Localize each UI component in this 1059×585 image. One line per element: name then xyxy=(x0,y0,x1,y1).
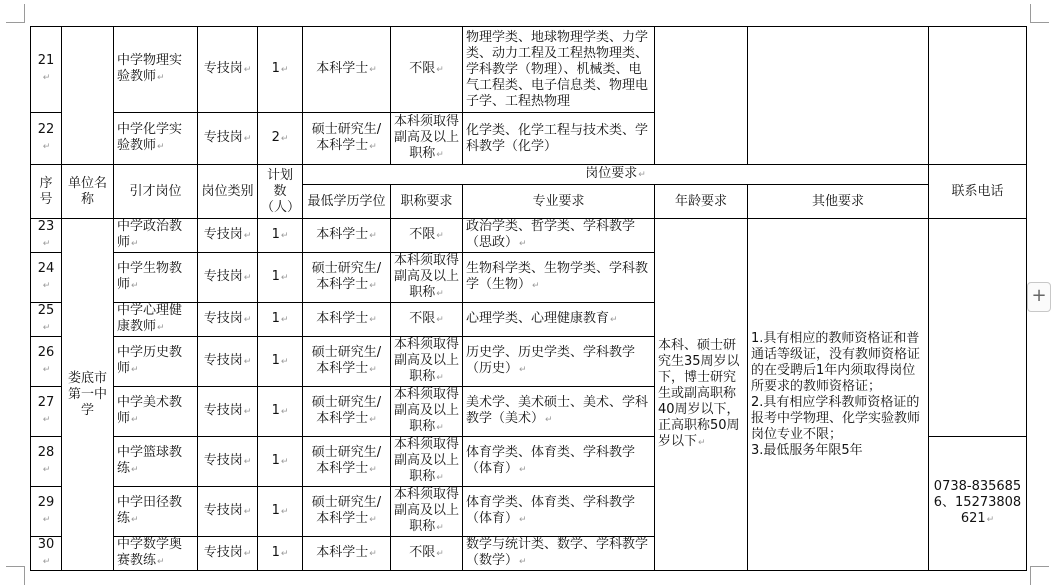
paragraph-mark: ↵ xyxy=(545,415,553,425)
cell-no-text: 29 xyxy=(37,495,55,510)
paragraph-mark: ↵ xyxy=(610,315,618,325)
cell-post xyxy=(114,113,198,165)
cell-major xyxy=(463,487,655,537)
header-phone xyxy=(929,165,1027,219)
paragraph-mark: ↵ xyxy=(436,315,444,325)
cell-category xyxy=(198,113,258,165)
paragraph-mark: ↵ xyxy=(436,523,444,533)
cell-major xyxy=(463,537,655,571)
cell-phone-blank xyxy=(929,219,1027,437)
cell-major xyxy=(463,113,655,165)
cell-post-text: 中学数学奥赛教练 xyxy=(117,537,183,568)
cell-title-text: 不限 xyxy=(409,227,436,242)
paragraph-mark: ↵ xyxy=(157,73,165,83)
paragraph-mark: ↵ xyxy=(42,323,51,333)
paragraph-mark: ↵ xyxy=(131,465,139,475)
cell-edu xyxy=(303,487,391,537)
paragraph-mark: ↵ xyxy=(280,65,289,75)
cell-category xyxy=(198,537,258,571)
paragraph-mark: ↵ xyxy=(369,281,377,291)
cell-phone xyxy=(929,437,1027,571)
cell-title-text: 不限 xyxy=(409,61,436,76)
page-corner-mark-top-left xyxy=(6,4,25,23)
cell-major-text: 历史学、历史学类、学科教学（历史） xyxy=(466,345,636,376)
cell-count-text: 1 xyxy=(271,545,280,560)
paragraph-mark: ↵ xyxy=(131,415,139,425)
cell-unit-text: 娄底市第一中学 xyxy=(67,370,107,418)
paragraph-mark: ↵ xyxy=(436,549,444,559)
cell-post-text: 中学生物教师 xyxy=(117,261,183,292)
cell-phone-text: 0738-8356856、15273808621 xyxy=(933,479,1022,526)
header-requirements-text: 岗位要求 xyxy=(585,166,638,181)
paragraph-mark: ↵ xyxy=(436,473,444,483)
cell-count-text: 1 xyxy=(271,353,280,368)
cell-major-text: 心理学类、心理健康教育 xyxy=(466,311,610,326)
cell-no-text: 30 xyxy=(37,537,55,552)
paragraph-mark: ↵ xyxy=(157,323,165,333)
cell-no xyxy=(31,487,62,537)
cell-count-text: 1 xyxy=(271,503,280,518)
cell-post xyxy=(114,537,198,571)
cell-count-text: 1 xyxy=(271,311,280,326)
cell-phone-prev xyxy=(929,27,1027,165)
paragraph-mark: ↵ xyxy=(243,231,252,241)
cell-category-text: 专技岗 xyxy=(203,61,243,76)
header-edu xyxy=(303,185,391,219)
cell-category xyxy=(198,219,258,253)
cell-no-text: 26 xyxy=(37,345,55,360)
paragraph-mark: ↵ xyxy=(369,415,377,425)
page-corner-mark-bottom-left xyxy=(6,566,25,585)
cell-count-text: 1 xyxy=(271,227,280,242)
cell-major-text: 体育学类、体育类、学科教学（体育） xyxy=(466,495,636,526)
header-count xyxy=(258,165,303,219)
cell-category-text: 专技岗 xyxy=(203,503,243,518)
cell-edu-text: 硕士研究生/本科学士 xyxy=(311,122,382,153)
cell-major-text: 物理学类、地球物理学类、力学类、动力工程及工程热物理类、学科教学（物理）、机械类、电气工程类、电子信息类、物理电子学、工程热物理 xyxy=(466,29,649,109)
cell-edu-text: 硕士研究生/本科学士 xyxy=(311,395,382,426)
paragraph-mark: ↵ xyxy=(280,357,289,367)
cell-post xyxy=(114,253,198,303)
cell-edu xyxy=(303,337,391,387)
cell-no-text: 21 xyxy=(37,53,55,68)
paragraph-mark: ↵ xyxy=(243,65,252,75)
header-no xyxy=(31,165,62,219)
cell-post-text: 中学化学实验教师 xyxy=(117,122,183,153)
paragraph-mark: ↵ xyxy=(42,239,51,249)
cell-other-requirement xyxy=(748,219,929,571)
cell-unit-prev xyxy=(62,27,114,165)
cell-post xyxy=(114,337,198,387)
cell-no xyxy=(31,253,62,303)
header-age-text: 年龄要求 xyxy=(674,193,727,209)
cell-count xyxy=(258,113,303,165)
cell-edu xyxy=(303,219,391,253)
paragraph-mark: ↵ xyxy=(243,134,252,144)
paragraph-mark: ↵ xyxy=(369,231,377,241)
paragraph-mark: ↵ xyxy=(280,315,289,325)
paragraph-mark: ↵ xyxy=(243,507,252,517)
cell-edu xyxy=(303,537,391,571)
cell-title-text: 本科须取得副高及以上职称 xyxy=(393,253,459,300)
paragraph-mark: ↵ xyxy=(369,365,377,375)
paragraph-mark: ↵ xyxy=(369,465,377,475)
cell-count xyxy=(258,537,303,571)
cell-no-text: 22 xyxy=(37,122,55,137)
header-major-text: 专业要求 xyxy=(532,193,585,209)
cell-title xyxy=(391,113,463,165)
cell-major xyxy=(463,437,655,487)
paragraph-mark: ↵ xyxy=(243,315,252,325)
cell-no xyxy=(31,337,62,387)
cell-other-requirement-text: 1.具有相应的教师资格证和普通话等级证，没有教师资格证的在受聘后1年内须取得岗位所要求的教师资格证； 2.具有相应学科教师资格证的报考中学物理、化学实验教师岗位专业不限； 3.最低服务年限5年 xyxy=(751,330,921,458)
cell-title xyxy=(391,253,463,303)
cell-no-text: 28 xyxy=(37,445,55,460)
cell-major-text: 化学类、化学工程与技术类、学科教学（化学） xyxy=(466,122,649,154)
cell-major-text: 美术学、美术硕士、美术、学科教学（美术） xyxy=(466,395,649,426)
table-row xyxy=(31,165,1027,185)
cell-title xyxy=(391,219,463,253)
paragraph-mark: ↵ xyxy=(436,150,444,160)
table-row xyxy=(31,219,1027,253)
cell-no xyxy=(31,113,62,165)
paragraph-mark: ↵ xyxy=(157,557,165,567)
cell-count xyxy=(258,337,303,387)
cell-title-text: 不限 xyxy=(409,311,436,326)
cell-edu-text: 本科学士 xyxy=(316,311,369,326)
cell-major xyxy=(463,253,655,303)
cell-no xyxy=(31,387,62,437)
table-row xyxy=(31,27,1027,113)
cell-title-text: 本科须取得副高及以上职称 xyxy=(393,114,459,161)
cell-count-text: 2 xyxy=(271,130,280,145)
paragraph-mark: ↵ xyxy=(42,365,51,375)
cell-count xyxy=(258,437,303,487)
cell-title xyxy=(391,487,463,537)
paragraph-mark: ↵ xyxy=(243,407,252,417)
cell-major xyxy=(463,303,655,337)
cell-category xyxy=(198,487,258,537)
cell-edu-text: 硕士研究生/本科学士 xyxy=(311,445,382,476)
paragraph-mark: ↵ xyxy=(42,515,51,525)
recruitment-table xyxy=(30,26,1027,571)
cell-category-text: 专技岗 xyxy=(203,130,243,145)
paragraph-mark: ↵ xyxy=(280,273,289,283)
cell-category xyxy=(198,27,258,113)
header-phone-text: 联系电话 xyxy=(951,183,1004,199)
cell-title-text: 不限 xyxy=(409,545,436,560)
cell-major-text: 体育学类、体育类、学科教学（体育） xyxy=(466,445,636,476)
cell-age-requirement xyxy=(655,219,748,571)
paragraph-mark: ↵ xyxy=(42,557,51,567)
paragraph-mark: ↵ xyxy=(369,65,377,75)
cell-category xyxy=(198,303,258,337)
cell-major-text: 数学与统计类、数学、学科教学（数学） xyxy=(466,537,649,568)
paragraph-mark: ↵ xyxy=(369,142,377,152)
cell-unit xyxy=(62,219,114,571)
header-no-text: 序号 xyxy=(39,175,53,207)
page-corner-mark-bottom-right xyxy=(1030,566,1049,585)
paragraph-mark: ↵ xyxy=(243,549,252,559)
cell-count xyxy=(258,387,303,437)
header-category-text: 岗位类别 xyxy=(201,183,254,199)
cell-post xyxy=(114,303,198,337)
cell-edu xyxy=(303,27,391,113)
cell-title-text: 本科须取得副高及以上职称 xyxy=(393,387,459,434)
cell-count xyxy=(258,303,303,337)
cell-no-text: 25 xyxy=(37,303,55,318)
paragraph-mark: ↵ xyxy=(519,515,527,525)
paragraph-mark: ↵ xyxy=(131,365,139,375)
header-post-text: 引才岗位 xyxy=(129,183,182,199)
cell-count-text: 1 xyxy=(271,403,280,418)
cell-title xyxy=(391,387,463,437)
paragraph-mark: ↵ xyxy=(243,273,252,283)
cell-category-text: 专技岗 xyxy=(203,269,243,284)
header-other-text: 其他要求 xyxy=(811,193,864,209)
cell-post xyxy=(114,27,198,113)
cell-title xyxy=(391,27,463,113)
cell-category-text: 专技岗 xyxy=(203,353,243,368)
cell-title-text: 本科须取得副高及以上职称 xyxy=(393,487,459,534)
cell-count-text: 1 xyxy=(271,269,280,284)
header-requirements xyxy=(303,165,929,185)
paragraph-mark: ↵ xyxy=(42,281,51,291)
cell-no-text: 23 xyxy=(37,219,55,234)
cell-category-text: 专技岗 xyxy=(203,311,243,326)
cell-post-text: 中学心理健康教师 xyxy=(117,303,183,334)
header-major xyxy=(463,185,655,219)
cell-title-text: 本科须取得副高及以上职称 xyxy=(393,337,459,384)
cell-post-text: 中学田径教练 xyxy=(117,495,183,526)
cell-age-prev xyxy=(655,27,748,165)
cell-title-text: 本科须取得副高及以上职称 xyxy=(393,437,459,484)
cell-title xyxy=(391,437,463,487)
cell-age-requirement-text: 本科、硕士研究生35周岁以下，博士研究生或副高职称40周岁以下，正高职称50周岁以下 xyxy=(658,338,740,449)
page-corner-mark-top-right xyxy=(1030,4,1049,23)
paragraph-mark: ↵ xyxy=(519,365,527,375)
header-category xyxy=(198,165,258,219)
cell-post-text: 中学美术教师 xyxy=(117,395,183,426)
cell-post-text: 中学政治教师 xyxy=(117,219,183,250)
cell-count xyxy=(258,27,303,113)
cell-no xyxy=(31,437,62,487)
paragraph-mark: ↵ xyxy=(638,170,646,180)
paragraph-mark: ↵ xyxy=(280,231,289,241)
cell-count-text: 1 xyxy=(271,453,280,468)
cell-major xyxy=(463,219,655,253)
paragraph-mark: ↵ xyxy=(42,142,51,152)
cell-post xyxy=(114,487,198,537)
header-edu-text: 最低学历学位 xyxy=(307,193,386,209)
cell-major-text: 政治学类、哲学类、学科教学（思政） xyxy=(466,219,636,250)
cell-no-text: 27 xyxy=(37,395,55,410)
paragraph-mark: ↵ xyxy=(280,457,289,467)
header-title xyxy=(391,185,463,219)
cell-post-text: 中学历史教师 xyxy=(117,345,183,376)
cell-edu-text: 本科学士 xyxy=(316,61,369,76)
paragraph-mark: ↵ xyxy=(436,289,444,299)
paragraph-mark: ↵ xyxy=(280,507,289,517)
paragraph-mark: ↵ xyxy=(157,142,165,152)
cell-edu-text: 本科学士 xyxy=(316,227,369,242)
paragraph-mark: ↵ xyxy=(131,515,139,525)
header-age xyxy=(655,185,748,219)
paragraph-mark: ↵ xyxy=(986,515,995,525)
paragraph-mark: ↵ xyxy=(243,357,252,367)
paragraph-mark: ↵ xyxy=(436,423,444,433)
paragraph-mark: ↵ xyxy=(369,549,377,559)
header-count-text: 计划数（人） xyxy=(261,167,301,215)
cell-post xyxy=(114,387,198,437)
cell-edu xyxy=(303,113,391,165)
cell-count-text: 1 xyxy=(271,61,280,76)
cell-edu-text: 硕士研究生/本科学士 xyxy=(311,495,382,526)
cell-count xyxy=(258,487,303,537)
paragraph-mark: ↵ xyxy=(436,65,444,75)
cell-title xyxy=(391,537,463,571)
cell-edu xyxy=(303,303,391,337)
cell-post-text: 中学物理实验教师 xyxy=(117,53,183,84)
paragraph-mark: ↵ xyxy=(519,239,527,249)
paragraph-mark: ↵ xyxy=(42,465,51,475)
paragraph-mark: ↵ xyxy=(369,515,377,525)
cell-major xyxy=(463,387,655,437)
cell-count xyxy=(258,253,303,303)
cell-post xyxy=(114,437,198,487)
cell-edu xyxy=(303,437,391,487)
cell-category-text: 专技岗 xyxy=(203,403,243,418)
cell-category-text: 专技岗 xyxy=(203,545,243,560)
cell-edu-text: 本科学士 xyxy=(316,545,369,560)
cell-no xyxy=(31,537,62,571)
cell-no xyxy=(31,303,62,337)
cell-edu xyxy=(303,387,391,437)
cell-category-text: 专技岗 xyxy=(203,453,243,468)
cell-category xyxy=(198,437,258,487)
paragraph-mark: ↵ xyxy=(131,281,139,291)
header-other xyxy=(748,185,929,219)
cell-post xyxy=(114,219,198,253)
cell-title xyxy=(391,337,463,387)
paragraph-mark: ↵ xyxy=(280,407,289,417)
cell-no xyxy=(31,27,62,113)
cell-category xyxy=(198,337,258,387)
paragraph-mark: ↵ xyxy=(369,315,377,325)
paragraph-mark: ↵ xyxy=(519,557,527,567)
cell-post-text: 中学篮球教练 xyxy=(117,445,183,476)
cell-category xyxy=(198,253,258,303)
cell-edu xyxy=(303,253,391,303)
cell-no xyxy=(31,219,62,253)
cell-other-prev xyxy=(748,27,929,165)
cell-major-text: 生物科学类、生物学类、学科教学（生物） xyxy=(466,261,649,292)
cell-edu-text: 硕士研究生/本科学士 xyxy=(311,345,382,376)
cell-edu-text: 硕士研究生/本科学士 xyxy=(311,261,382,292)
paragraph-mark: ↵ xyxy=(131,239,139,249)
paragraph-mark: ↵ xyxy=(519,465,527,475)
cell-title xyxy=(391,303,463,337)
cell-major xyxy=(463,337,655,387)
paragraph-mark: ↵ xyxy=(698,438,706,448)
paragraph-mark: ↵ xyxy=(532,281,540,291)
table-expand-icon[interactable]: + xyxy=(1027,282,1051,312)
cell-count xyxy=(258,219,303,253)
paragraph-mark: ↵ xyxy=(42,415,51,425)
paragraph-mark: ↵ xyxy=(436,373,444,383)
cell-category xyxy=(198,387,258,437)
cell-major xyxy=(463,27,655,113)
header-unit-text: 单位名称 xyxy=(67,175,107,207)
paragraph-mark: ↵ xyxy=(243,457,252,467)
cell-category-text: 专技岗 xyxy=(203,227,243,242)
paragraph-mark: ↵ xyxy=(280,549,289,559)
header-post xyxy=(114,165,198,219)
header-title-text: 职称要求 xyxy=(400,193,453,209)
cell-no-text: 24 xyxy=(37,261,55,276)
paragraph-mark: ↵ xyxy=(280,134,289,144)
paragraph-mark: ↵ xyxy=(42,73,51,83)
paragraph-mark: ↵ xyxy=(436,231,444,241)
header-unit xyxy=(62,165,114,219)
